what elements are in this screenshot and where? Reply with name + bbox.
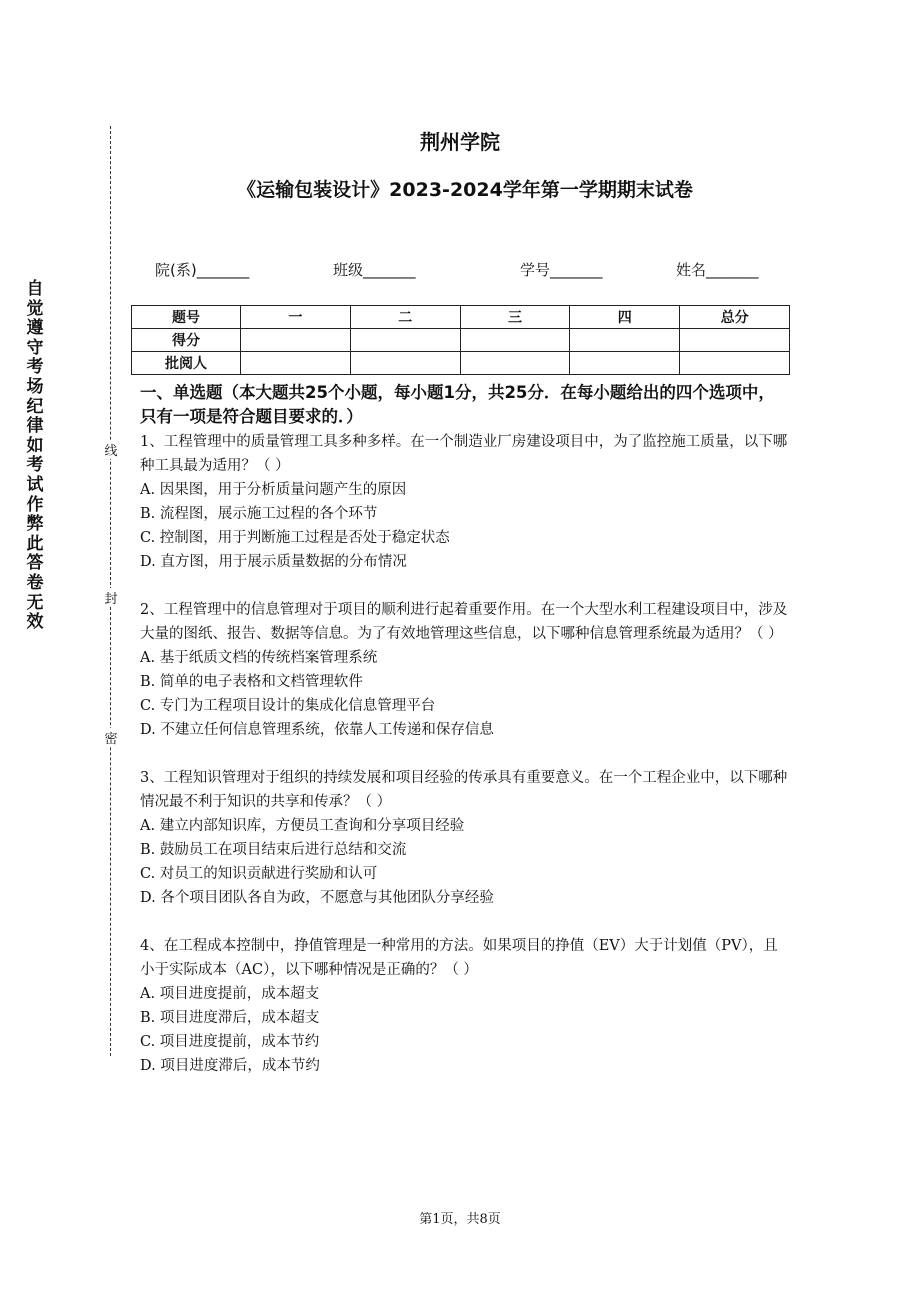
student-info-row (0, 259, 920, 281)
score-table-cell (241, 329, 351, 352)
score-table-header-cell: 题号 (132, 306, 241, 329)
option-c: C. 专门为工程项目设计的集成化信息管理平台 (140, 698, 436, 714)
question-2 (140, 598, 790, 742)
score-table-row (132, 329, 790, 352)
option-c: C. 控制图，用于判断施工过程是否处于稳定状态 (140, 530, 450, 546)
option-d: D. 项目进度滞后，成本节约 (140, 1058, 320, 1074)
class-field: 班级_______ (333, 261, 416, 279)
score-table-header-cell: 三 (460, 306, 570, 329)
section-heading: 一、单选题（本大题共25个小题，每小题1分，共25分．在每小题给出的四个选项中，只有一项是符合题目要求的．） (140, 383, 775, 426)
option-b: B. 简单的电子表格和文档管理软件 (140, 674, 363, 690)
binding-mark-xian: 线 (101, 440, 121, 459)
score-table (131, 305, 790, 375)
score-table-header-cell: 总分 (680, 306, 790, 329)
score-table-cell (460, 329, 570, 352)
question-stem: 3、工程知识管理对于组织的持续发展和项目经验的传承具有重要意义。在一个工程企业中，以下哪种情况最不利于知识的共享和传承？（ ） (140, 770, 788, 810)
score-table-cell (680, 352, 790, 375)
option-b: B. 鼓励员工在项目结束后进行总结和交流 (140, 842, 407, 858)
question-4 (140, 934, 790, 1078)
score-table-cell (680, 329, 790, 352)
question-list (140, 430, 790, 1102)
score-table-cell (570, 352, 680, 375)
department-field: 院(系)_______ (155, 261, 250, 279)
option-c: C. 对员工的知识贡献进行奖励和认可 (140, 866, 378, 882)
exam-discipline-notice: 自觉遵守考场纪律如考试作弊此答卷无效 (26, 279, 44, 633)
option-d: D. 直方图，用于展示质量数据的分布情况 (140, 554, 407, 570)
option-a: A. 建立内部知识库，方便员工查询和分享项目经验 (140, 818, 465, 834)
score-table-row (132, 352, 790, 375)
binding-mark-feng: 封 (101, 588, 121, 607)
option-a: A. 项目进度提前，成本超支 (140, 986, 320, 1002)
score-table-cell (460, 352, 570, 375)
question-stem: 2、工程管理中的信息管理对于项目的顺利进行起着重要作用。在一个大型水利工程建设项目中，涉及大量的图纸、报告、数据等信息。为了有效地管理这些信息，以下哪种信息管理系统最为适用？（ ） (140, 602, 788, 642)
option-c: C. 项目进度提前，成本节约 (140, 1034, 320, 1050)
school-name: 荆州学院 (420, 130, 500, 154)
score-table-row-label: 批阅人 (132, 352, 241, 375)
score-table-cell (350, 352, 460, 375)
score-table-header-row (132, 306, 790, 329)
option-b: B. 项目进度滞后，成本超支 (140, 1010, 320, 1026)
score-table-cell (241, 352, 351, 375)
option-b: B. 流程图，展示施工过程的各个环节 (140, 506, 378, 522)
option-d: D. 不建立任何信息管理系统，依靠人工传递和保存信息 (140, 722, 494, 738)
score-table-header-cell: 二 (350, 306, 460, 329)
score-table-row-label: 得分 (132, 329, 241, 352)
binding-mark-mi: 密 (101, 728, 121, 747)
option-d: D. 各个项目团队各自为政，不愿意与其他团队分享经验 (140, 890, 494, 906)
name-field: 姓名_______ (676, 261, 759, 279)
question-stem: 4、在工程成本控制中，挣值管理是一种常用的方法。如果项目的挣值（EV）大于计划值（PV），且小于实际成本（AC），以下哪种情况是正确的？（ ） (140, 938, 778, 978)
score-table-cell (570, 329, 680, 352)
option-a: A. 基于纸质文档的传统档案管理系统 (140, 650, 378, 666)
student-id-field: 学号_______ (520, 261, 603, 279)
question-1 (140, 430, 790, 574)
exam-title: 《运输包装设计》2023-2024学年第一学期期末试卷 (237, 179, 693, 201)
question-3 (140, 766, 790, 910)
page-number: 第1页，共8页 (419, 1212, 501, 1227)
score-table-header-cell: 四 (570, 306, 680, 329)
option-a: A. 因果图，用于分析质量问题产生的原因 (140, 482, 407, 498)
score-table-cell (350, 329, 460, 352)
score-table-header-cell: 一 (241, 306, 351, 329)
question-stem: 1、工程管理中的质量管理工具多种多样。在一个制造业厂房建设项目中，为了监控施工质量，以下哪种工具最为适用？（ ） (140, 434, 788, 474)
